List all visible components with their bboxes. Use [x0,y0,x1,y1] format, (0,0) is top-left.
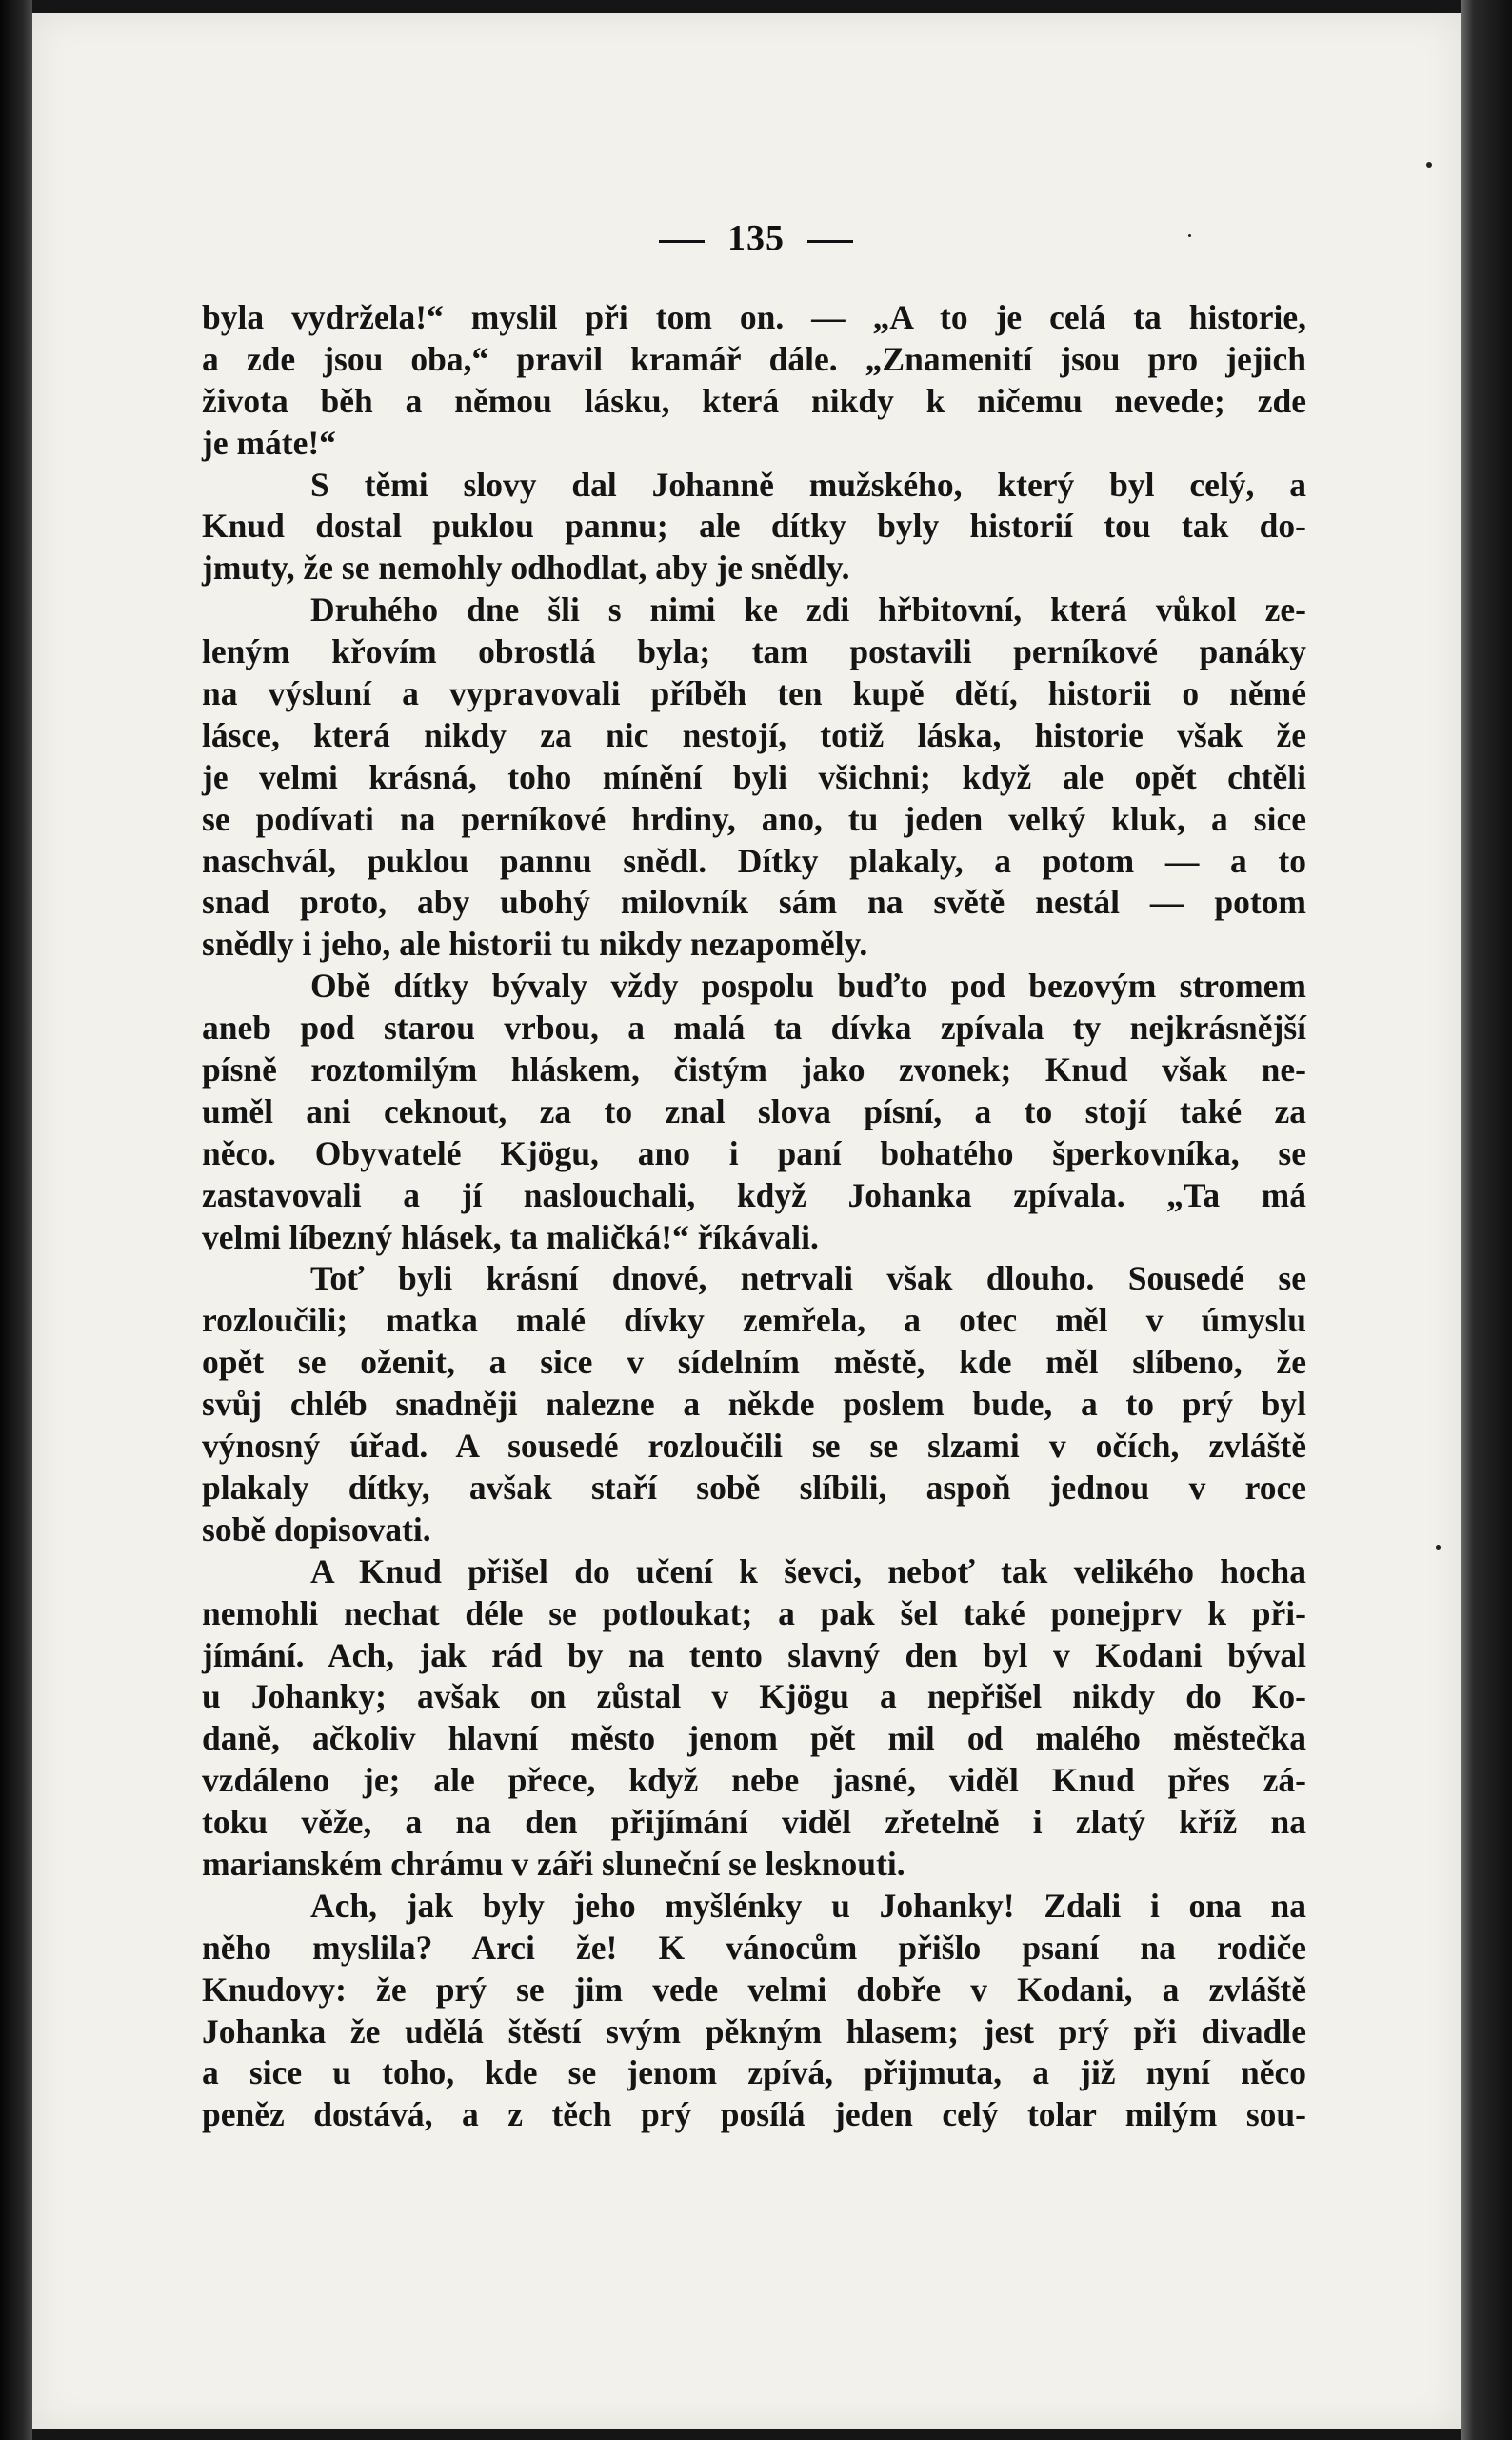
paragraph [202,1258,1306,1550]
text-line: u Johanky; avšak on zůstal v Kjögu a nepřišel nikdy do Ko- [202,1677,1306,1716]
text-line: něho myslila? Arci že! K vánocům přišlo psaní na rodiče [202,1928,1306,1967]
text-line: svůj chléb snadněji nalezne a někde poslem bude, a to prý byl [202,1385,1306,1424]
text-line: jímání. Ach, jak rád by na tento slavný den byl v Kodani býval [202,1635,1306,1674]
text-line: rozloučili; matka malé dívky zemřela, a otec měl v úmyslu [202,1301,1306,1340]
right-edge-shadow [1461,0,1512,2440]
text-line: výnosný úřad. A sousedé rozloučili se se slzami v očích, zvláště [202,1427,1306,1466]
paragraph [202,966,1306,1258]
paragraph [202,1551,1306,1886]
paragraph [202,1886,1306,2136]
page-number [0,217,1512,259]
page-number-value: 135 [727,218,785,258]
paragraph [202,465,1306,590]
text-line: peněz dostává, a z těch prý posílá jeden celý tolar milým sou- [202,2095,1306,2134]
text-line: Ach, jak byly jeho myšlénky u Johanky! Zdali i ona na [310,1886,1306,1925]
text-line: se podívati na perníkové hrdiny, ano, tu jeden velký kluk, a sice [202,799,1306,838]
text-line: na výsluní a vypravovali příběh ten kupě dětí, historii o němé [202,674,1306,713]
text-line: Johanka že udělá štěstí svým pěkným hlasem; jest prý při divadle [202,2011,1306,2050]
text-line: leným křovím obrostlá byla; tam postavili perníkové panáky [202,632,1306,671]
text-line: opět se oženit, a sice v sídelním městě, kde měl slíbeno, že [202,1343,1306,1382]
text-line: zastavovali a jí naslouchali, když Johanka zpívala. „Ta má [202,1175,1306,1214]
text-line: a sice u toho, kde se jenom zpívá, přijmuta, a již nyní něco [202,2053,1306,2092]
text-line: a zde jsou oba,“ pravil kramář dále. „Znamenití jsou pro jejich [202,339,1306,378]
page-number-dash-left [659,240,705,243]
text-line: naschvál, puklou pannu snědl. Dítky plakaly, a potom — a to [202,841,1306,880]
text-line: je máte!“ [202,423,336,462]
text-line: A Knud přišel do učení k ševci, neboť tak velikého hocha [310,1551,1306,1590]
text-line: marianském chrámu v záři sluneční se lesknouti. [202,1844,905,1883]
text-line: lásce, která nikdy za nic nestojí, totiž láska, historie však že [202,715,1306,754]
text-line: Toť byli krásní dnové, netrvali však dlouho. Sousedé se [310,1259,1306,1298]
text-line: velmi líbezný hlásek, ta maličká!“ říkávali. [202,1217,819,1256]
text-line: snědly i jeho, ale historii tu nikdy nezapoměly. [202,925,868,964]
left-binding-shadow [0,0,32,2440]
text-line: něco. Obyvatelé Kjögu, ano i paní bohatého šperkovníka, se [202,1133,1306,1172]
text-line: sobě dopisovati. [202,1510,431,1549]
text-line: písně roztomilým hláskem, čistým jako zvonek; Knud však ne- [202,1050,1306,1090]
text-line: byla vydržela!“ myslil při tom on. — „A to je celá ta historie, [202,298,1306,336]
text-line: vzdáleno je; ale přece, když nebe jasné, viděl Knud přes zá- [202,1761,1306,1800]
text-line: jmuty, že se nemohly odhodlat, aby je snědly. [202,549,850,588]
text-line: toku věže, a na den přijímání viděl zřetelně i zlatý kříž na [202,1803,1306,1842]
ink-speck [1426,162,1432,168]
text-line: Knud dostal puklou pannu; ale dítky byly historií tou tak do- [202,507,1306,546]
text-line: Druhého dne šli s nimi ke zdi hřbitovní, která vůkol ze- [310,590,1306,630]
text-line: snad proto, aby ubohý milovník sám na světě nestál — potom [202,883,1306,922]
paragraph [202,297,1306,465]
text-line: Obě dítky bývaly vždy pospolu buďto pod bezovým stromem [310,967,1306,1006]
text-line: plakaly dítky, avšak staří sobě slíbili, aspoň jednou v roce [202,1468,1306,1507]
text-line: S těmi slovy dal Johanně mužského, který byl celý, a [310,465,1306,504]
ink-speck [1436,1545,1441,1550]
text-line: Knudovy: že prý se jim vede velmi dobře v Kodani, a zvláště [202,1970,1306,2009]
text-line: života běh a němou lásku, která nikdy k ničemu nevede; zde [202,381,1306,420]
body-text [202,297,1306,2136]
text-line: aneb pod starou vrbou, a malá ta dívka zpívala ty nejkrásnější [202,1009,1306,1048]
paragraph [202,590,1306,966]
page-number-dash-right [807,240,853,243]
text-line: je velmi krásná, toho mínění byli všichni; když ale opět chtěli [202,757,1306,796]
text-line: uměl ani ceknout, za to znal slova písní, a to stojí také za [202,1091,1306,1130]
text-line: daně, ačkoliv hlavní město jenom pět mil od malého městečka [202,1719,1306,1758]
text-line: nemohli nechat déle se potloukat; a pak šel také ponejprv k při- [202,1593,1306,1632]
